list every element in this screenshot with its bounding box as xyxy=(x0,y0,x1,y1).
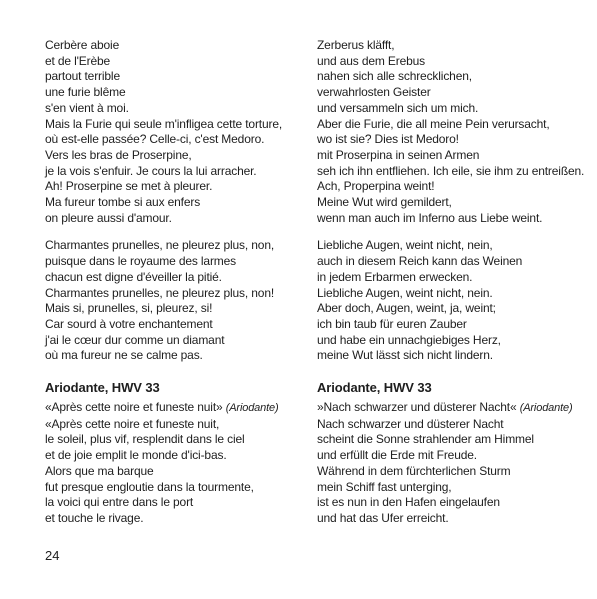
verse-line: Vers les bras de Proserpine, xyxy=(45,147,192,162)
verse-line: partout terrible xyxy=(45,69,120,84)
verse-line: où est-elle passée? Celle-ci, c'est Medoro. xyxy=(45,132,265,147)
verse-line: j'ai le cœur dur comme un diamant xyxy=(45,332,225,347)
verse-line: Ma fureur tombe si aux enfers xyxy=(45,195,201,210)
verse-line: und habe ein unnachgiebiges Herz, xyxy=(317,332,501,347)
aria-title: »Nach schwarzer und düsterer Nacht« xyxy=(317,400,517,415)
verse-line: in jedem Erbarmen erwecken. xyxy=(317,269,473,284)
verse-line: und erfüllt die Erde mit Freude. xyxy=(317,448,477,463)
verse-line: Cerbère aboie xyxy=(45,38,120,52)
verse-line: on pleure aussi d'amour. xyxy=(45,210,172,225)
verse-line: seh ich ihn entfliehen. Ich eile, sie ihm zu entreißen. xyxy=(317,163,585,178)
verse-line: und versammeln sich um mich. xyxy=(317,100,479,115)
verse-line: et de joie emplit le monde d'ici-bas. xyxy=(45,448,227,463)
left-column-french xyxy=(45,38,307,539)
aria-subtitle xyxy=(45,400,307,417)
verse-line: auch in diesem Reich kann das Weinen xyxy=(317,254,523,269)
verse-line: et de l'Erèbe xyxy=(45,53,111,68)
section-heading: Ariodante, HWV 33 xyxy=(317,380,432,396)
verse-line: fut presque engloutie dans la tourmente, xyxy=(45,479,254,494)
verse-line: und hat das Ufer erreicht. xyxy=(317,510,449,525)
verse-line: Alors que ma barque xyxy=(45,463,154,478)
verse-line: chacun est digne d'éveiller la pitié. xyxy=(45,269,222,284)
role-name: (Ariodante) xyxy=(225,402,279,415)
stanza-2 xyxy=(45,238,307,364)
verse-line: Mais si, prunelles, si, pleurez, si! xyxy=(45,301,213,316)
stanza-3 xyxy=(317,417,579,527)
verse-line: Ah! Proserpine se met à pleurer. xyxy=(45,179,213,194)
verse-line: wenn man auch im Inferno aus Liebe weint. xyxy=(317,210,543,225)
verse-line: Aber die Furie, die all meine Pein verursacht, xyxy=(317,116,550,131)
verse-line: une furie blême xyxy=(45,85,126,100)
verse-line: nahen sich alle schrecklichen, xyxy=(317,69,472,84)
verse-line: Aber doch, Augen, weint, ja, weint; xyxy=(317,301,496,316)
verse-line: où ma fureur ne se calme pas. xyxy=(45,348,203,363)
verse-line: mit Proserpina in seinen Armen xyxy=(317,147,480,162)
stanza-1 xyxy=(45,38,307,226)
verse-line: Charmantes prunelles, ne pleurez plus, non! xyxy=(45,285,275,300)
aria-title: «Après cette noire et funeste nuit» xyxy=(45,400,223,415)
verse-line: «Après cette noire et funeste nuit, xyxy=(45,416,220,431)
aria-subtitle xyxy=(317,400,579,417)
stanza-2 xyxy=(317,238,579,364)
verse-line: Mais la Furie qui seule m'infligea cette torture, xyxy=(45,116,283,131)
verse-line: ich bin taub für euren Zauber xyxy=(317,316,467,331)
verse-line: Charmantes prunelles, ne pleurez plus, non, xyxy=(45,238,275,253)
verse-line: Zerberus kläfft, xyxy=(317,38,395,52)
verse-line: und aus dem Erebus xyxy=(317,53,426,68)
verse-line: le soleil, plus vif, resplendit dans le ciel xyxy=(45,432,245,447)
verse-line: puisque dans le royaume des larmes xyxy=(45,254,237,269)
verse-line: s'en vient à moi. xyxy=(45,100,129,115)
verse-line: Car sourd à votre enchantement xyxy=(45,316,213,331)
verse-line: meine Wut lässt sich nicht lindern. xyxy=(317,348,493,363)
stanza-3 xyxy=(45,417,307,527)
right-column-german xyxy=(317,38,585,539)
verse-line: Liebliche Augen, weint nicht, nein, xyxy=(317,238,493,253)
page-number: 24 xyxy=(45,548,60,563)
verse-line: mein Schiff fast unterging, xyxy=(317,479,452,494)
verse-line: Während in dem fürchterlichen Sturm xyxy=(317,463,511,478)
verse-line: verwahrlosten Geister xyxy=(317,85,431,100)
role-name: (Ariodante) xyxy=(519,402,573,415)
verse-line: et touche le rivage. xyxy=(45,510,144,525)
verse-line: ist es nun in den Hafen eingelaufen xyxy=(317,495,500,510)
verse-line: wo ist sie? Dies ist Medoro! xyxy=(317,132,459,147)
verse-line: scheint die Sonne strahlender am Himmel xyxy=(317,432,534,447)
verse-line: Ach, Properpina weint! xyxy=(317,179,435,194)
verse-line: Liebliche Augen, weint nicht, nein. xyxy=(317,285,493,300)
stanza-1 xyxy=(317,38,585,226)
verse-line: la voici qui entre dans le port xyxy=(45,495,194,510)
verse-line: je la vois s'enfuir. Je cours la lui arracher. xyxy=(45,163,257,178)
section-heading: Ariodante, HWV 33 xyxy=(45,380,160,396)
verse-line: Meine Wut wird gemildert, xyxy=(317,195,452,210)
verse-line: Nach schwarzer und düsterer Nacht xyxy=(317,416,504,431)
